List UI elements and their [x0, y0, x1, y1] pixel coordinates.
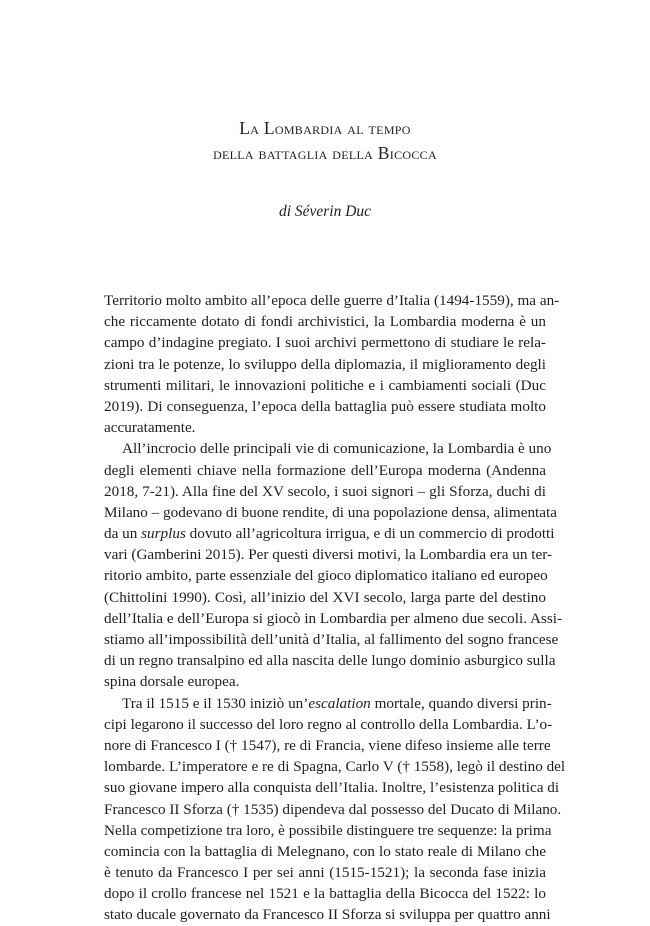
text-line: 2018, 7-21). Alla fine del XV secolo, i suoi signori – gli Sforza, duchi di: [104, 482, 546, 500]
text-run: dovuto all’agricoltura irrigua, e di un commercio di prodotti: [185, 525, 555, 543]
text-run: mortale, quando diversi prin-: [370, 694, 552, 712]
paragraph: [104, 693, 566, 926]
text-line: suo giovane impero alla conquista dell’Italia. Inoltre, l’esistenza politica di: [104, 779, 560, 797]
text-line: [104, 693, 552, 714]
text-line: stato ducale governato da Francesco II Sforza si sviluppa per quattro anni: [104, 906, 551, 924]
italic-term: surplus: [141, 525, 186, 543]
chapter-author: di Séverin Duc: [278, 203, 372, 220]
text-line: dell’Italia e dell’Europa si giocò in Lombardia per almeno due secoli. Assi-: [104, 609, 563, 627]
italic-term: escalation: [308, 694, 371, 712]
text-line: campo d’indagine pregiato. I suoi archivi permettono di studiare le rela-: [104, 334, 546, 352]
text-line: 2019). Di conseguenza, l’epoca della battaglia può essere studiata molto: [104, 397, 546, 415]
text-line: degli elementi chiave nella formazione dell’Europa moderna (Andenna: [104, 461, 546, 479]
text-line: zioni tra le potenze, lo sviluppo della diplomazia, il miglioramento degli: [104, 355, 546, 373]
chapter-title-line-1: La Lombardia al tempo: [239, 118, 411, 138]
text-line: stiamo all’impossibilità dell’unità d’Italia, al fallimento del sogno francese: [104, 631, 559, 648]
text-line: Nella competizione tra loro, è possibile distinguere tre sequenze: la prima: [104, 821, 552, 839]
text-line: spina dorsale europea.: [104, 673, 240, 691]
text-line: accuratamente.: [104, 419, 196, 437]
text-run: Tra il 1515 e il 1530 iniziò un’: [122, 694, 309, 712]
text-line: [104, 523, 555, 544]
text-line: cipi legarono il successo del loro regno al controllo della Lombardia. L’o-: [104, 715, 553, 733]
text-line: ritorio ambito, parte essenziale del gioco diplomatico italiano ed europeo: [104, 567, 548, 585]
text-line: lombarde. L’imperatore e re di Spagna, Carlo V († 1558), legò il destino del: [104, 758, 566, 776]
paragraph: [104, 290, 560, 438]
text-line: è tenuto da Francesco I per sei anni (1515-1521); la seconda fase inizia: [104, 864, 546, 882]
text-line: di un regno transalpino ed alla nascita delle lungo dominio asburgico sulla: [104, 652, 556, 670]
chapter-title: [0, 116, 650, 166]
text-line: vari (Gamberini 2015). Per questi diversi motivi, la Lombardia era un ter-: [104, 546, 553, 564]
text-line: strumenti militari, le innovazioni politiche e i cambiamenti sociali (Duc: [104, 376, 546, 394]
paragraph: [104, 438, 563, 692]
text-line: dopo il crollo francese nel 1521 e la battaglia della Bicocca del 1522: lo: [104, 885, 546, 903]
text-line: Territorio molto ambito all’epoca delle guerre d’Italia (1494-1559), ma an-: [104, 292, 560, 309]
body-text: [104, 290, 566, 926]
text-line: che riccamente dotato di fondi archivistici, la Lombardia moderna è un: [104, 313, 546, 331]
text-line: comincia con la battaglia di Melegnano, con lo stato reale di Milano che: [104, 842, 546, 860]
text-line: nore di Francesco I († 1547), re di Francia, viene difeso insieme alle terre: [104, 736, 551, 754]
text-line: Francesco II Sforza († 1535) dipendeva dal possesso del Ducato di Milano.: [104, 800, 562, 818]
text-line: Milano – godevano di buone rendite, di una popolazione densa, alimentata: [104, 503, 557, 521]
text-run: da un: [104, 525, 142, 543]
chapter-title-line-2: della battaglia della Bicocca: [213, 143, 437, 163]
text-line: (Chittolini 1990). Così, all’inizio del XVI secolo, larga parte del destino: [104, 588, 546, 606]
text-line: All’incrocio delle principali vie di comunicazione, la Lombardia è uno: [122, 440, 552, 458]
